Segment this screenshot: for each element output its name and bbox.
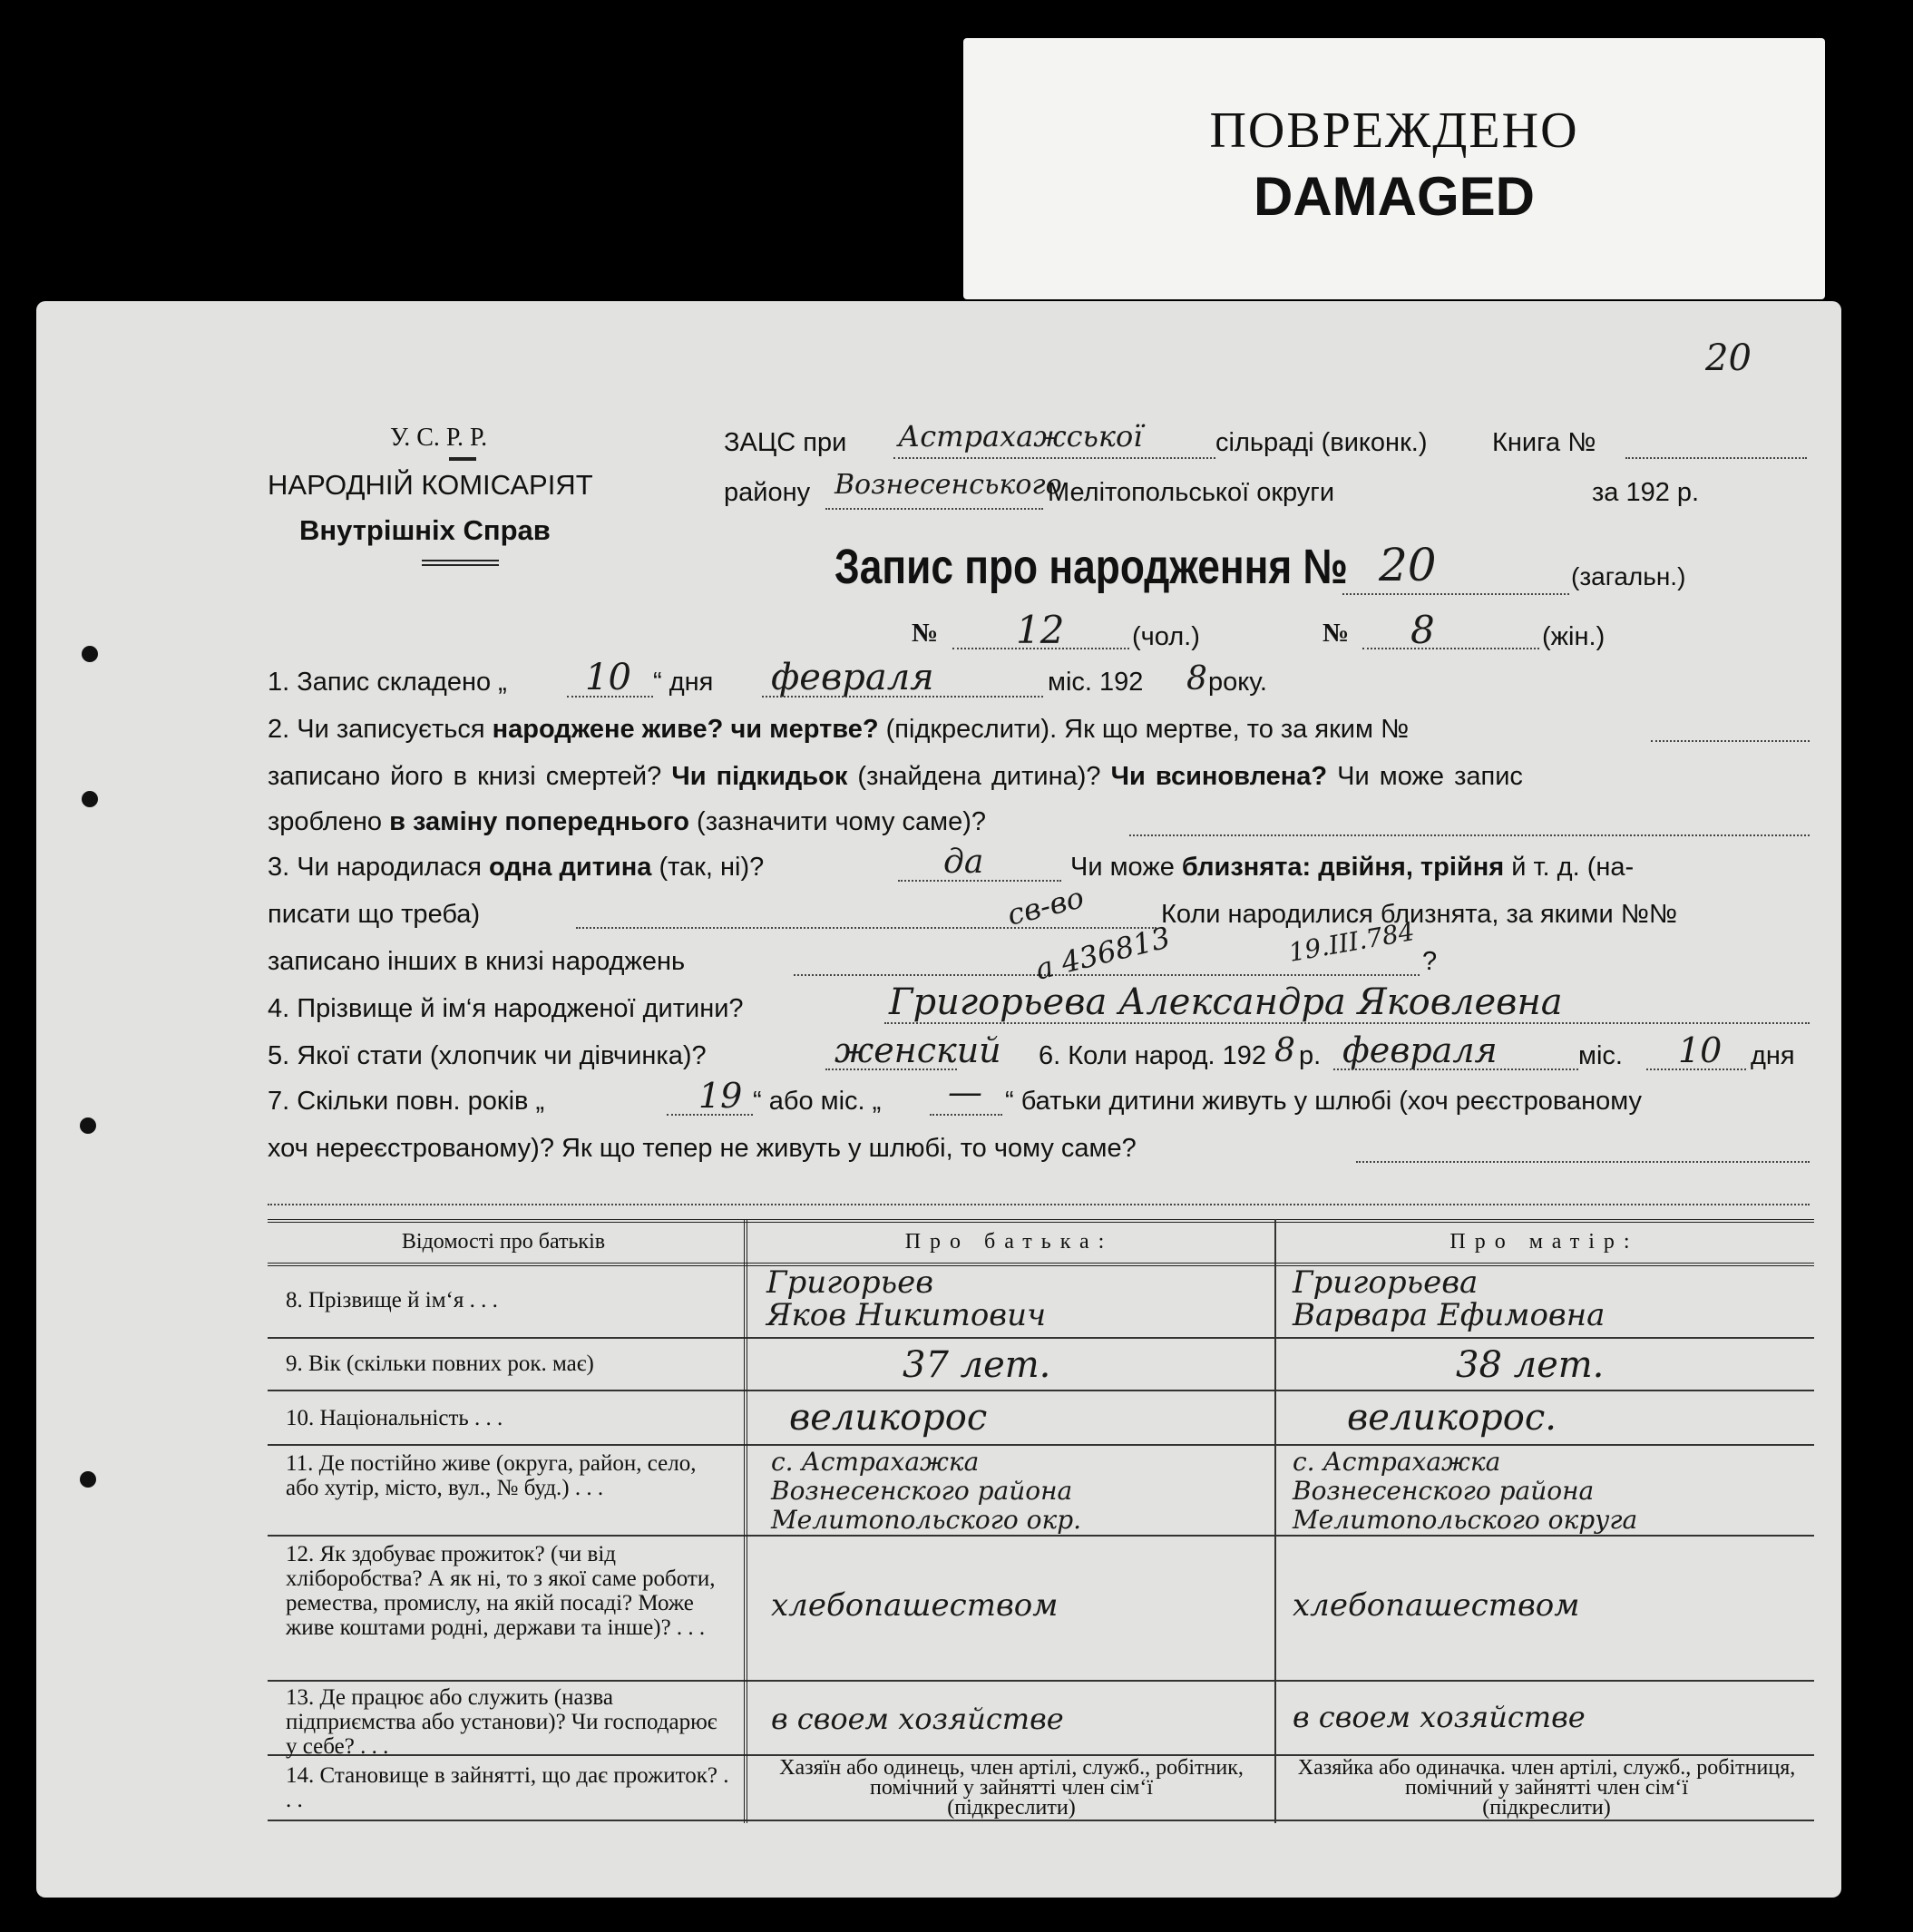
q2-line3-c: (зазначити чому саме)? [688,807,986,836]
female-number-label: № [1323,619,1350,648]
q6-label: 6. Коли народ. 192 [1039,1041,1266,1070]
q6-year-suffix: р. [1299,1041,1322,1070]
q7-years-line [667,1114,753,1116]
male-number-line [952,648,1129,649]
q3-note-number: а 436813 [1031,920,1174,987]
row-label-residence: 11. Де постійно живе (округа, район, село, або хутір, місто, вул., № буд.) . . . [286,1451,697,1500]
table-row-rule [268,1390,1814,1391]
q3-note-date: 19.III.784 [1286,916,1417,968]
q5-sex-line [825,1068,957,1070]
mother-nationality-handwritten: великорос. [1347,1397,1557,1439]
punch-hole [80,1117,96,1134]
father-employment-options: Хазяїн або одинець, член артілі, служб., робітник, помічний у зайнятті член сім‘ї (підкреслити) [779,1756,1244,1820]
q6-month-word: міс. [1578,1041,1623,1070]
q3-line1-f: й т. д. (на- [1504,853,1635,882]
q6-day-handwritten: 10 [1678,1030,1723,1070]
table-col-rule [1274,1219,1276,1823]
father-name-handwritten: Григорьев Яков Никитович [766,1264,1047,1333]
book-label: Книга № [1492,428,1596,457]
q3-line2-dots [576,927,1157,929]
zags-village-handwritten: Астрахажської [898,419,1143,454]
header-internal-affairs: Внутрішніх Справ [299,514,551,546]
table-header-father: Про батька: [904,1230,1114,1254]
q2-line3-a: зроблено [268,807,390,836]
mother-workplace-handwritten: в своем хозяйстве [1293,1700,1586,1734]
q5-label: 5. Якої стати (хлопчик чи дівчинка)? [268,1041,707,1070]
q1-month-word: міс. 192 [1048,668,1144,697]
header-double-rule [422,560,499,566]
q3-line1-c: (так, ні)? [651,853,765,882]
header-ussr: У. С. Р. Р. [390,424,488,452]
father-workplace-handwritten: в своем хозяйстве [771,1702,1064,1736]
record-number-line [1342,593,1569,595]
record-number-handwritten: 20 [1379,539,1437,591]
q2-line2-a: записано його в книзі смертей? [268,762,672,791]
male-number-label: № [912,619,939,648]
q6-year-handwritten: 8 [1274,1032,1295,1069]
q1-year-handwritten: 8 [1186,660,1207,698]
row-label-workplace: 13. Де працює або служить (назва підприємства або установи)? Чи господарює у себе? . . . [286,1685,717,1759]
table-row-rule [268,1444,1814,1446]
q2-line2-e: Чи може запис [1327,762,1523,791]
q1-label: 1. Запис складено „ [268,668,507,697]
q2-line3-b: в заміну попереднього [389,807,689,836]
mother-employment-options: Хазяйка або одиначка. член артілі, служб., робітниця, помічний у зайнятті член сім‘ї (підкреслити) [1297,1756,1796,1820]
q2-number-line [1651,740,1810,742]
q4-answer-line [884,1022,1810,1024]
mother-livelihood-handwritten: хлебопашеством [1293,1587,1580,1624]
q3-line2-a: писати що треба) [268,900,481,929]
q6-month-line [1333,1068,1578,1070]
q3-line1-right [1070,853,1634,883]
record-number-general-label: (загальн.) [1571,562,1686,590]
damaged-label-ru: ПОВРЕЖДЕНО [1209,102,1579,159]
year-label: за 192 р. [1592,478,1700,507]
table-row-rule [268,1680,1814,1682]
damaged-label-en: DAMAGED [1254,166,1535,227]
q7-label-b: “ або міс. „ [753,1087,882,1116]
q7-reason-line [1356,1161,1810,1163]
row-label-name: 8. Прізвище й ім‘я . . . [286,1288,498,1312]
mother-age-handwritten: 38 лет. [1456,1344,1605,1386]
q1-month-handwritten: февраля [771,657,934,698]
q7-months-handwritten: — [948,1072,982,1112]
female-number-handwritten: 8 [1410,608,1435,652]
q3-line3-a: записано інших в книзі народжень [268,947,686,976]
father-residence-handwritten: с. Астрахажка Вознесенского района Мелитопольского окр. [771,1447,1082,1535]
book-number-line [1625,457,1807,459]
punch-hole [82,791,98,807]
q3-line1-d: Чи може [1070,853,1182,882]
q3-line1-e: близнята: двійня, трійня [1181,853,1505,882]
q7-months-line [930,1114,1002,1116]
damaged-stamp-card [963,38,1825,299]
male-number-suffix: (чол.) [1132,622,1200,651]
q2-line2-b: Чи підкидьок [671,762,848,791]
q2-line2 [268,762,1523,792]
q4-label: 4. Прізвище й ім‘я народженої дитини? [268,994,744,1023]
q3-answer-line [898,880,1061,882]
q2-line1-c: (підкреслити). Як що мертве, то за яким № [878,715,1410,744]
table-top-rule [268,1219,1814,1223]
father-age-handwritten: 37 лет. [903,1344,1051,1386]
q2-line3 [268,807,986,837]
table-bottom-rule [268,1820,1814,1821]
q3-answer-handwritten: да [943,844,984,881]
q7-line2: хоч нереєстрованому)? Як що тепер не живуть у шлюбі, то чому саме? [268,1134,1137,1163]
q3-line2-b: Коли народилися близнята, за якими №№ [1161,900,1677,929]
q3-line1-left [268,853,764,883]
q3-note-certificate: св-во [1003,880,1088,932]
q3-line1-a: 3. Чи народилася [268,853,490,882]
q2-reason-line [1129,834,1810,836]
punch-hole [80,1471,96,1488]
header-divider-small [449,457,476,461]
q7-label-c: “ батьки дитини живуть у шлюбі (хоч реєстрованому [1005,1087,1642,1116]
table-header-info: Відомості про батьків [401,1230,606,1254]
q2-line1-a: 2. Чи записується [268,715,493,744]
q3-line3-dots [794,974,1420,976]
q2-line1 [268,715,1409,745]
father-nationality-handwritten: великорос [789,1397,988,1439]
record-title: Запис про народження № [834,540,1348,594]
row-label-nationality: 10. Національність . . . [286,1406,503,1430]
q1-month-line [762,696,1043,698]
row-label-employment-status: 14. Становище в зайнятті, що дає прожиток? . . . [286,1763,729,1812]
q4-child-name-handwritten: Григорьева Александра Яковлевна [889,981,1563,1023]
table-row-rule [268,1535,1814,1537]
q7-label-a: 7. Скільки повн. років „ [268,1087,545,1116]
birth-record-sheet [36,301,1841,1898]
header-commissariat: НАРОДНІЙ КОМІСАРІЯТ [268,469,593,501]
district-suffix: Мелітопольської округи [1048,478,1335,507]
q1-year-word: року. [1208,668,1267,697]
row-label-age: 9. Вік (скільки повних рок. має) [286,1351,594,1376]
zags-suffix: сільраді (виконк.) [1215,428,1428,457]
mother-residence-handwritten: с. Астрахажка Вознесенского района Мелитопольского округа [1293,1447,1638,1535]
q2-line2-d: Чи всиновлена? [1110,762,1328,791]
zags-village-line [893,457,1215,459]
q6-month-handwritten: февраля [1342,1030,1498,1070]
mother-name-handwritten: Григорьева Варвара Ефимовна [1293,1264,1606,1333]
zags-prefix: ЗАЦС при [724,428,847,457]
male-number-handwritten: 12 [1016,608,1065,652]
district-handwritten: Вознесенського [834,469,1062,501]
row-label-livelihood: 12. Як здобуває прожиток? (чи від хліборобства? А як ні, то з якої саме роботи, ремества, промислу, на якій посаді? Може живе коштами родні, держави та інше)? . . . [286,1542,716,1640]
q1-day-word: “ дня [653,668,714,697]
female-number-line [1362,648,1539,649]
district-line [825,508,1043,510]
page-number: 20 [1705,337,1752,379]
punch-hole [82,646,98,662]
table-row-rule [268,1337,1814,1339]
q1-day-handwritten: 10 [585,657,631,698]
q6-day-line [1646,1068,1746,1070]
q1-day-line [567,696,653,698]
q7-reason-line-2 [268,1204,1810,1205]
q3-line1-b: одна дитина [489,853,652,882]
q5-sex-handwritten: женский [834,1030,1001,1070]
district-prefix: району [724,478,811,507]
parents-table [268,1219,1814,1823]
table-col-rule [744,1219,747,1823]
q3-line3-b: ? [1422,947,1438,976]
q2-line2-c: (знайдена дитина)? [847,762,1111,791]
table-header-mother: Про матір: [1449,1230,1639,1254]
father-livelihood-handwritten: хлебопашеством [771,1587,1059,1624]
female-number-suffix: (жін.) [1542,622,1606,651]
q2-line1-b: народжене живе? чи мертве? [492,715,879,744]
q6-day-word: дня [1751,1041,1795,1070]
q7-years-handwritten: 19 [698,1076,743,1116]
